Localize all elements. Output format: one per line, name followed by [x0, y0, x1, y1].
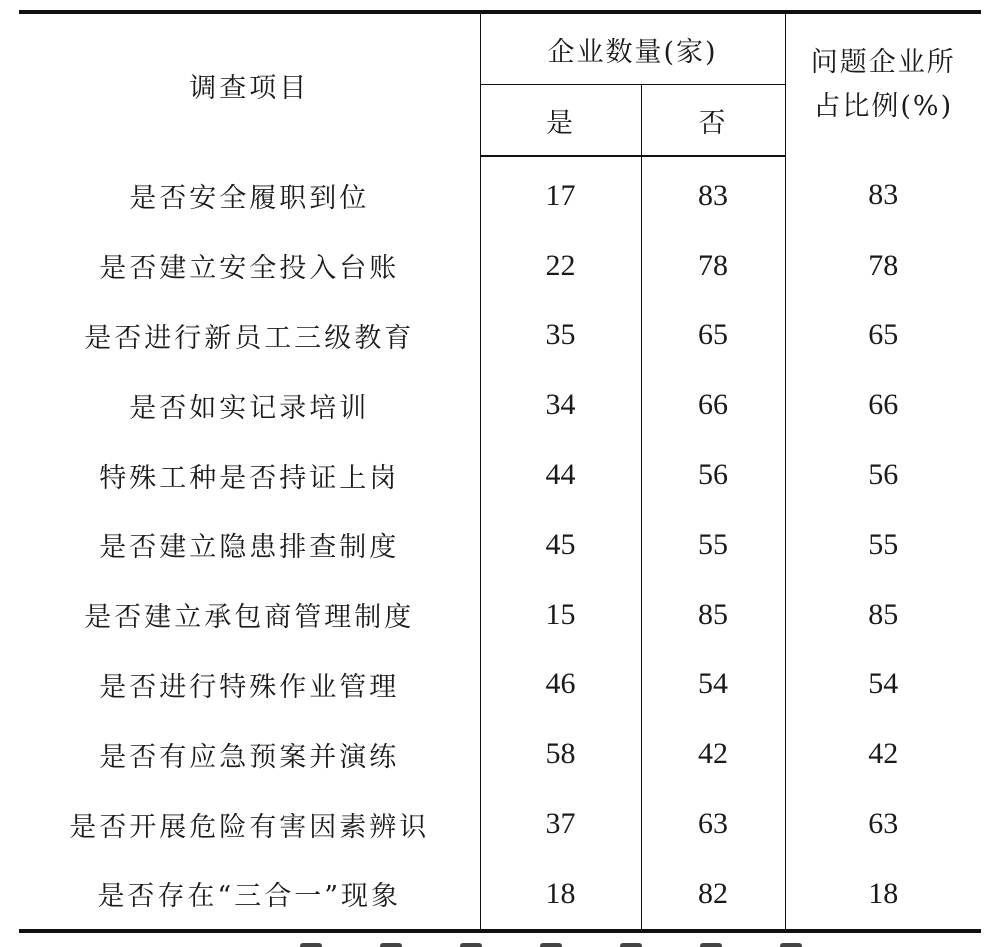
table-row — [19, 370, 981, 440]
table-row — [19, 301, 981, 371]
table-row — [19, 719, 981, 789]
survey-table — [19, 10, 981, 933]
table-row — [19, 156, 981, 231]
row-item-label: 是否建立隐患排查制度 — [19, 510, 480, 580]
row-problem-ratio: 66 — [868, 388, 899, 422]
row-yes-count: 44 — [480, 440, 641, 510]
row-yes-count: 35 — [480, 301, 641, 371]
row-item-label: 是否进行新员工三级教育 — [19, 301, 480, 371]
row-yes-count: 45 — [480, 510, 641, 580]
row-no-count: 83 — [641, 156, 785, 231]
table-row — [19, 859, 981, 931]
header-problem-ratio — [785, 12, 981, 156]
row-no-count: 42 — [641, 719, 785, 789]
row-problem-ratio: 18 — [785, 859, 981, 931]
row-problem-ratio: 65 — [868, 318, 899, 352]
row-yes-count: 17 — [480, 156, 641, 231]
header-ratio-line1: 问题企业所 — [810, 47, 956, 78]
row-no-count: 85 — [641, 580, 785, 650]
row-no-count: 56 — [641, 440, 785, 510]
row-item-label: 是否建立安全投入台账 — [19, 231, 480, 301]
cropped-glyph-mark — [780, 943, 802, 947]
row-no-count: 55 — [641, 510, 785, 580]
row-item-label: 是否进行特殊作业管理 — [19, 650, 480, 720]
row-problem-ratio: 42 — [868, 737, 899, 771]
row-problem-ratio: 83 — [868, 178, 899, 212]
row-item-label: 是否安全履职到位 — [19, 156, 480, 231]
row-problem-ratio: 56 — [868, 458, 899, 492]
row-no-count: 63 — [641, 789, 785, 859]
cropped-glyph-mark — [460, 943, 482, 947]
cropped-glyph-mark — [620, 943, 642, 947]
row-item-label: 是否开展危险有害因素辨识 — [19, 789, 480, 859]
row-no-count: 66 — [641, 370, 785, 440]
table-row — [19, 580, 981, 650]
row-yes-count: 15 — [480, 580, 641, 650]
row-no-count: 82 — [641, 859, 785, 931]
cropped-glyph-mark — [700, 943, 722, 947]
header-ratio-line2: 占比例(%) — [813, 91, 954, 122]
row-problem-ratio: 78 — [868, 248, 899, 282]
row-yes-count: 37 — [480, 789, 641, 859]
row-no-count: 78 — [641, 231, 785, 301]
table-body — [19, 156, 981, 931]
header-survey-item: 调查项目 — [19, 12, 480, 156]
header-count-group: 企业数量(家) — [480, 12, 785, 85]
row-item-label: 是否存在“三合一”现象 — [19, 859, 480, 931]
row-item-label: 是否建立承包商管理制度 — [19, 580, 480, 650]
cropped-next-line — [300, 933, 900, 947]
row-no-count: 54 — [641, 650, 785, 720]
table-row — [19, 231, 981, 301]
cropped-glyph-mark — [300, 943, 322, 947]
cropped-glyph-mark — [540, 943, 562, 947]
row-yes-count: 18 — [480, 859, 641, 931]
row-yes-count: 46 — [480, 650, 641, 720]
row-item-label: 是否有应急预案并演练 — [19, 719, 480, 789]
header-yes: 是 — [480, 85, 641, 157]
row-yes-count: 34 — [480, 370, 641, 440]
row-problem-ratio: 85 — [868, 597, 899, 631]
table-header — [19, 12, 981, 156]
row-yes-count: 58 — [480, 719, 641, 789]
row-yes-count: 22 — [480, 231, 641, 301]
cropped-glyph-mark — [380, 943, 402, 947]
row-problem-ratio: 63 — [868, 807, 899, 841]
table-row — [19, 789, 981, 859]
survey-table-container — [19, 10, 981, 933]
header-no: 否 — [641, 85, 785, 157]
table-row — [19, 440, 981, 510]
row-problem-ratio: 55 — [868, 527, 899, 561]
row-no-count: 65 — [641, 301, 785, 371]
table-row — [19, 650, 981, 720]
row-problem-ratio: 54 — [868, 667, 899, 701]
table-row — [19, 510, 981, 580]
row-item-label: 特殊工种是否持证上岗 — [19, 440, 480, 510]
row-item-label: 是否如实记录培训 — [19, 370, 480, 440]
